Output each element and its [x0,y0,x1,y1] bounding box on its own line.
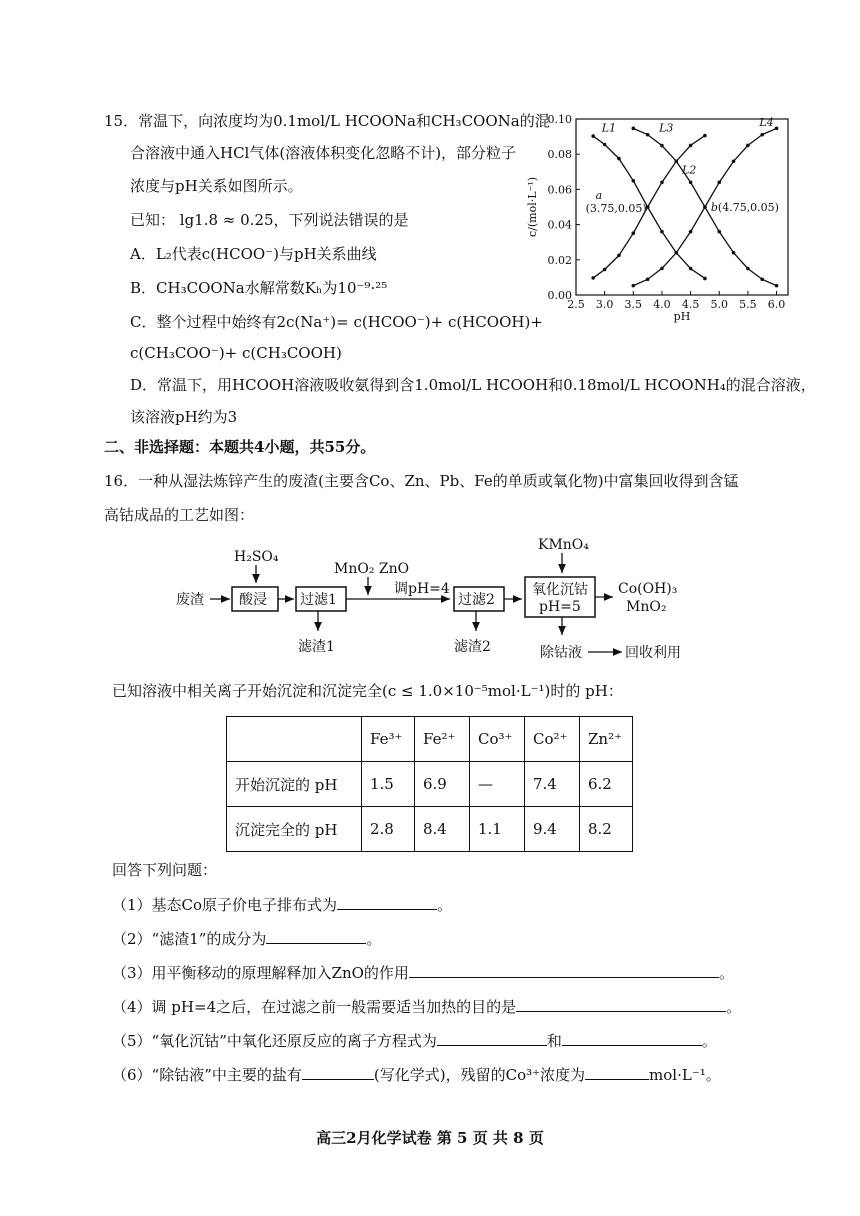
data-point [732,251,736,255]
answer-blank-6a[interactable] [302,1064,374,1080]
answer-blank-5a[interactable] [437,1030,547,1046]
sub-question-4 [112,996,741,1017]
q15-option-b: B．CH₃COONa水解常数Kₕ为10⁻⁹·²⁵ [130,279,388,297]
data-point [660,230,664,234]
ion-ph-table [226,716,633,852]
data-point [591,276,595,280]
x-tick-label: 6.0 [767,298,786,311]
q15-option-a: A．L₂代表c(HCOO⁻)与pH关系曲线 [130,245,377,263]
data-point [717,230,721,234]
data-point [603,268,607,272]
table-cell: 8.2 [580,807,633,852]
data-point [674,251,678,255]
table-cell: 开始沉淀的 pH [227,762,362,807]
sub-question-3-text: （3）用平衡移动的原理解释加入ZnO的作用 [112,964,409,982]
flow-step-oxidize-label: 氧化沉钴 [532,582,588,598]
x-tick-label: 4.0 [653,298,671,311]
data-point [660,181,664,185]
data-point [775,284,779,288]
data-point [646,278,650,282]
q15-option-c1: C．整个过程中始终有2c(Na⁺)= c(HCOO⁻)+ c(HCOOH)+ [130,313,543,331]
q15-option-d2: 该溶液pH约为3 [130,408,238,426]
table-header-cell: Co²⁺ [525,717,580,762]
data-point [760,278,764,282]
sub-question-5 [112,1030,717,1051]
y-tick-label: 0.08 [547,148,572,162]
table-row [227,762,633,807]
flow-residue1: 滤渣1 [298,639,335,655]
y-tick-label: 0.00 [547,289,572,302]
sub-question-6 [112,1064,721,1085]
data-point [689,144,693,148]
sub-question-4-text: （4）调 pH=4之后，在过滤之前一般需要适当加热的目的是 [112,998,517,1016]
series-label: L1 [601,121,617,135]
table-row [227,807,633,852]
answer-blank-5b[interactable] [562,1030,702,1046]
annotation-b-letter: b [710,201,718,214]
flow-adjust-ph: 调pH=4 [394,581,450,597]
data-point [760,133,764,137]
annotation-a-letter: a [595,189,603,202]
period: 。 [705,1066,721,1084]
data-point [703,134,707,138]
flow-acid-reagent: H₂SO₄ [234,549,279,565]
sub-question-6-mid: (写化学式)，残留的Co³⁺浓度为 [373,1066,586,1084]
q15-option-c2: c(CH₃COO⁻)+ c(CH₃COOH) [130,344,342,362]
answer-blank-3[interactable] [409,962,719,978]
sub-question-3 [112,962,734,983]
table-cell: 7.4 [525,762,580,807]
answer-blank-6b[interactable] [585,1064,649,1080]
y-tick-label: 0.10 [547,113,572,126]
period: 。 [701,1032,717,1050]
x-tick-label: 5.5 [739,298,757,311]
period: 。 [718,964,734,982]
table-cell: 1.1 [470,807,525,852]
series-label: L4 [759,116,774,130]
data-point [703,205,707,209]
q15-option-d1: D．常温下，用HCOOH溶液吸收氨得到含1.0mol/L HCOOH和0.18mol/L HCOONH₄的混合溶液， [130,376,816,394]
table-cell: 8.4 [415,807,470,852]
flow-waste-liquid: 除钴液 [540,645,582,661]
period: 。 [726,998,742,1016]
y-tick-label: 0.02 [547,253,572,267]
x-tick-label: 4.5 [681,298,700,311]
data-point [689,181,693,185]
table-header-row [227,717,633,762]
table-caption: 已知溶液中相关离子开始沉淀和沉淀完全(c ≤ 1.0×10⁻⁵mol·L⁻¹)时的 pH： [112,682,623,700]
chart-annotations [586,189,779,215]
flow-mid-reagents: MnO₂ ZnO [334,561,410,577]
table-cell: 1.5 [362,762,415,807]
y-tick-label: 0.04 [547,218,572,232]
data-point [703,277,707,281]
q15-line2: 合溶液中通入HCl气体(溶液体积变化忽略不计)，部分粒子 [130,144,517,162]
table-header-cell [227,717,362,762]
flow-step-acid-label: 酸浸 [239,592,267,608]
table-header-cell: Fe³⁺ [362,717,415,762]
annotation-b-coords: (4.75,0.05) [717,201,779,214]
q15-line3: 浓度与pH关系如图所示。 [130,177,303,195]
flow-residue2: 滤渣2 [454,639,491,655]
data-point [631,284,635,288]
q16-intro-line1: 16．一种从湿法炼锌产生的废渣(主要含Co、Zn、Pb、Fe的单质或氧化物)中富集回收得到含锰 [104,472,739,490]
data-point [746,144,750,148]
data-point [631,127,635,131]
q16-intro-line2: 高钴成品的工艺如图： [104,506,255,524]
answer-blank-2[interactable] [266,928,366,944]
annotation-a-coords: (3.75,0.05) [585,202,647,215]
flow-step-filter1-label: 过滤1 [300,592,337,608]
table-cell: 9.4 [525,807,580,852]
data-point [746,267,750,271]
sub-question-2 [112,928,381,949]
table-cell: — [470,762,525,807]
y-tick-label: 0.06 [547,183,572,197]
answer-blank-4[interactable] [516,996,726,1012]
table-cell: 沉淀完全的 pH [227,807,362,852]
concentration-ph-chart [520,105,800,327]
table-cell: 2.8 [362,807,415,852]
answer-blank-1[interactable] [337,894,437,910]
data-point [646,133,650,137]
process-flowchart [170,535,710,665]
section-heading: 二、非选择题：本题共4小题，共55分。 [104,438,376,456]
answer-prompt: 回答下列问题： [112,861,218,879]
data-point [717,181,721,185]
table-cell: 6.2 [580,762,633,807]
data-point [689,267,693,271]
page-footer: 高三2月化学试卷 第 5 页 共 8 页 [316,1129,544,1147]
x-axis-label: pH [673,310,691,323]
table-header-cell: Fe²⁺ [415,717,470,762]
data-point [603,143,607,147]
flow-kmno4-reagent: KMnO₄ [538,537,589,553]
sub-question-2-text: （2）“滤渣1”的成分为 [112,930,267,948]
data-point [660,267,664,271]
sub-question-1-text: （1）基态Co原子价电子排布式为 [112,896,338,914]
q15-line1: 15．常温下，向浓度均为0.1mol/L HCOONa和CH₃COONa的混 [104,112,550,130]
period: 。 [437,896,453,914]
x-tick-label: 2.5 [567,298,585,311]
q15-known: 已知： lg1.8 ≈ 0.25，下列说法错误的是 [130,211,409,229]
data-point [775,127,779,131]
data-point [689,230,693,234]
data-point [660,144,664,148]
flow-step-oxidize-ph: pH=5 [539,599,581,615]
x-tick-label: 3.0 [595,298,614,311]
x-tick-label: 3.5 [624,298,643,311]
sub-question-6-unit: mol·L⁻¹ [649,1066,706,1084]
data-point [631,179,635,183]
data-point [617,254,621,258]
flow-input-label: 废渣 [176,592,204,608]
series-label: L2 [682,163,697,177]
sub-question-5-text: （5）“氧化沉钴”中氧化还原反应的离子方程式为 [112,1032,437,1050]
table-header-cell: Zn²⁺ [580,717,633,762]
sub-question-1 [112,894,452,915]
period: 。 [366,930,382,948]
table-cell: 6.9 [415,762,470,807]
sub-question-5-and: 和 [546,1032,562,1050]
sub-question-6-text: （6）“除钴液”中主要的盐有 [112,1066,302,1084]
data-point [591,134,595,138]
flow-recycle: 回收利用 [625,645,681,661]
table-header-cell: Co³⁺ [470,717,525,762]
data-point [732,159,736,163]
y-axis-label: c/(mol·L⁻¹) [526,176,539,238]
flow-step-filter2-label: 过滤2 [458,592,495,608]
data-point [674,159,678,163]
x-tick-label: 5.0 [710,298,728,311]
data-point [617,157,621,161]
flow-product-cooh3: Co(OH)₃ [618,581,678,597]
flow-product-mno2: MnO₂ [626,599,667,615]
data-point [631,231,635,235]
series-label: L3 [659,121,674,135]
